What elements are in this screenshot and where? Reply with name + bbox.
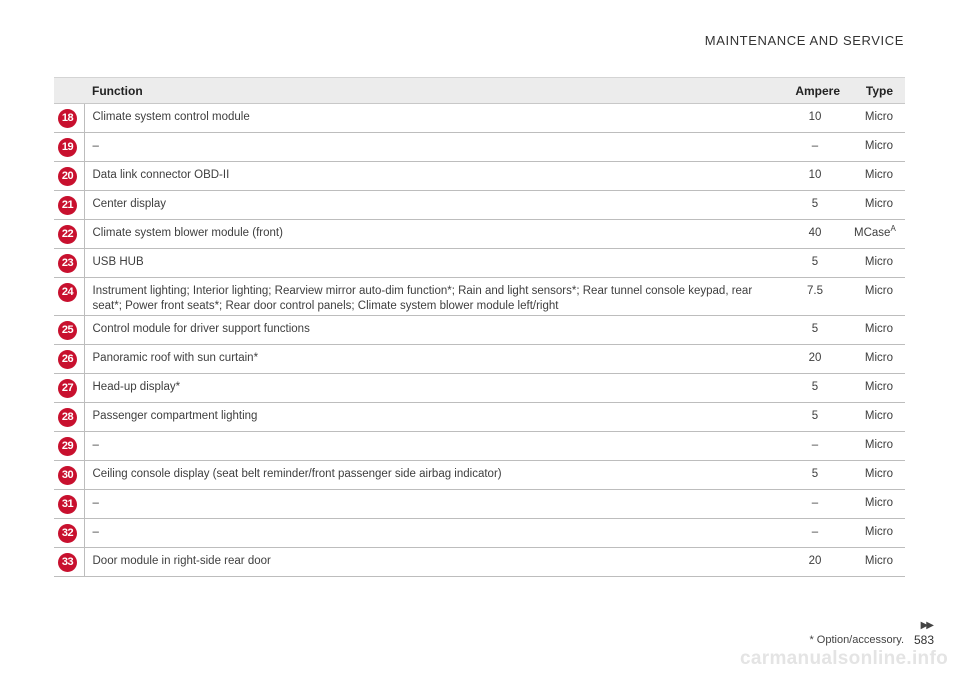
ampere-cell: 5 <box>784 374 846 403</box>
type-cell <box>846 104 905 133</box>
row-number-cell <box>54 133 84 162</box>
function-cell: – <box>84 519 784 548</box>
row-number-cell <box>54 278 84 316</box>
function-cell: Control module for driver support functions <box>84 316 784 345</box>
row-number-cell <box>54 220 84 249</box>
type-cell <box>846 432 905 461</box>
table-row <box>54 133 905 162</box>
row-number-cell <box>54 432 84 461</box>
fuse-number-badge: 30 <box>58 466 77 485</box>
watermark-logo: carmanualsonline.info <box>740 648 948 669</box>
ampere-cell: – <box>784 490 846 519</box>
function-cell: USB HUB <box>84 249 784 278</box>
type-cell <box>846 316 905 345</box>
type-label: Micro <box>864 198 893 210</box>
fuse-table <box>54 77 905 577</box>
ampere-cell: 5 <box>784 461 846 490</box>
type-label: Micro <box>864 497 893 509</box>
column-header-ampere: Ampere <box>784 78 846 104</box>
fuse-number-badge: 31 <box>58 495 77 514</box>
table-row <box>54 374 905 403</box>
type-label: Micro <box>864 381 893 393</box>
ampere-cell: 20 <box>784 548 846 577</box>
table-row <box>54 403 905 432</box>
type-cell <box>846 249 905 278</box>
column-header-number <box>54 78 84 104</box>
row-number-cell <box>54 345 84 374</box>
row-number-cell <box>54 162 84 191</box>
ampere-cell: 5 <box>784 249 846 278</box>
fuse-number-badge: 27 <box>58 379 77 398</box>
row-number-cell <box>54 490 84 519</box>
row-number-cell <box>54 374 84 403</box>
fuse-number-badge: 32 <box>58 524 77 543</box>
row-number-cell <box>54 104 84 133</box>
type-cell <box>846 490 905 519</box>
row-number-cell <box>54 316 84 345</box>
table-row <box>54 432 905 461</box>
ampere-cell: 5 <box>784 316 846 345</box>
ampere-cell: 5 <box>784 191 846 220</box>
function-cell: – <box>84 432 784 461</box>
function-cell: Climate system control module <box>84 104 784 133</box>
ampere-cell: 5 <box>784 403 846 432</box>
function-cell: Center display <box>84 191 784 220</box>
type-label: Micro <box>864 111 893 123</box>
table-row <box>54 345 905 374</box>
type-footnote-marker: A <box>890 224 896 234</box>
type-cell <box>846 162 905 191</box>
ampere-cell: 10 <box>784 104 846 133</box>
function-cell: Head-up display* <box>84 374 784 403</box>
ampere-cell: 40 <box>784 220 846 249</box>
type-label: MCase <box>854 227 891 239</box>
section-title: MAINTENANCE AND SERVICE <box>704 33 904 48</box>
fuse-table-container <box>54 77 905 577</box>
row-number-cell <box>54 403 84 432</box>
row-number-cell <box>54 548 84 577</box>
type-cell <box>846 191 905 220</box>
row-number-cell <box>54 461 84 490</box>
row-number-cell <box>54 191 84 220</box>
table-row <box>54 461 905 490</box>
ampere-cell: 7.5 <box>784 278 846 316</box>
fuse-number-badge: 21 <box>58 196 77 215</box>
fuse-number-badge: 25 <box>58 321 77 340</box>
table-row <box>54 548 905 577</box>
fuse-number-badge: 18 <box>58 109 77 128</box>
ampere-cell: 10 <box>784 162 846 191</box>
fuse-number-badge: 20 <box>58 167 77 186</box>
function-cell: Door module in right-side rear door <box>84 548 784 577</box>
table-row <box>54 220 905 249</box>
table-row <box>54 519 905 548</box>
type-label: Micro <box>864 285 893 297</box>
table-row <box>54 278 905 316</box>
function-cell: – <box>84 133 784 162</box>
type-label: Micro <box>864 323 893 335</box>
function-cell: Data link connector OBD-II <box>84 162 784 191</box>
type-cell <box>846 374 905 403</box>
table-row <box>54 490 905 519</box>
type-cell <box>846 461 905 490</box>
page-number: 583 <box>913 633 934 647</box>
ampere-cell: 20 <box>784 345 846 374</box>
row-number-cell <box>54 519 84 548</box>
fuse-number-badge: 22 <box>58 225 77 244</box>
fuse-number-badge: 28 <box>58 408 77 427</box>
type-label: Micro <box>864 555 893 567</box>
type-cell <box>846 403 905 432</box>
function-cell: Passenger compartment lighting <box>84 403 784 432</box>
table-row <box>54 162 905 191</box>
fuse-number-badge: 29 <box>58 437 77 456</box>
type-cell <box>846 220 905 249</box>
fuse-number-badge: 26 <box>58 350 77 369</box>
type-label: Micro <box>864 468 893 480</box>
table-row <box>54 104 905 133</box>
type-label: Micro <box>864 140 893 152</box>
function-cell: Ceiling console display (seat belt reminder/front passenger side airbag indicator) <box>84 461 784 490</box>
fuse-number-badge: 23 <box>58 254 77 273</box>
type-label: Micro <box>864 526 893 538</box>
fuse-number-badge: 33 <box>58 553 77 572</box>
type-cell <box>846 133 905 162</box>
column-header-function: Function <box>84 78 784 104</box>
ampere-cell: – <box>784 432 846 461</box>
type-label: Micro <box>864 256 893 268</box>
row-number-cell <box>54 249 84 278</box>
table-row <box>54 249 905 278</box>
function-cell: Instrument lighting; Interior lighting; Rearview mirror auto-dim function*; Rain and light sensors*; Rear tunnel console keypad, rear seat*; Power front seats*; Rear door control panels; Climate system blower module left/right <box>84 278 784 316</box>
fuse-table-header <box>54 78 905 104</box>
fuse-number-badge: 24 <box>58 283 77 302</box>
table-row <box>54 191 905 220</box>
type-cell <box>846 519 905 548</box>
type-cell <box>846 548 905 577</box>
type-label: Micro <box>864 169 893 181</box>
function-cell: Climate system blower module (front) <box>84 220 784 249</box>
type-label: Micro <box>864 352 893 364</box>
type-label: Micro <box>864 410 893 422</box>
type-label: Micro <box>864 439 893 451</box>
function-cell: Panoramic roof with sun curtain* <box>84 345 784 374</box>
type-cell <box>846 345 905 374</box>
ampere-cell: – <box>784 133 846 162</box>
function-cell: – <box>84 490 784 519</box>
fuse-table-body <box>54 104 905 577</box>
footnote-option-accessory: * Option/accessory. <box>809 634 904 646</box>
column-header-type: Type <box>846 78 905 104</box>
fuse-number-badge: 19 <box>58 138 77 157</box>
type-cell <box>846 278 905 316</box>
table-row <box>54 316 905 345</box>
ampere-cell: – <box>784 519 846 548</box>
double-chevron-right-icon[interactable]: ▶▶ <box>920 620 932 631</box>
